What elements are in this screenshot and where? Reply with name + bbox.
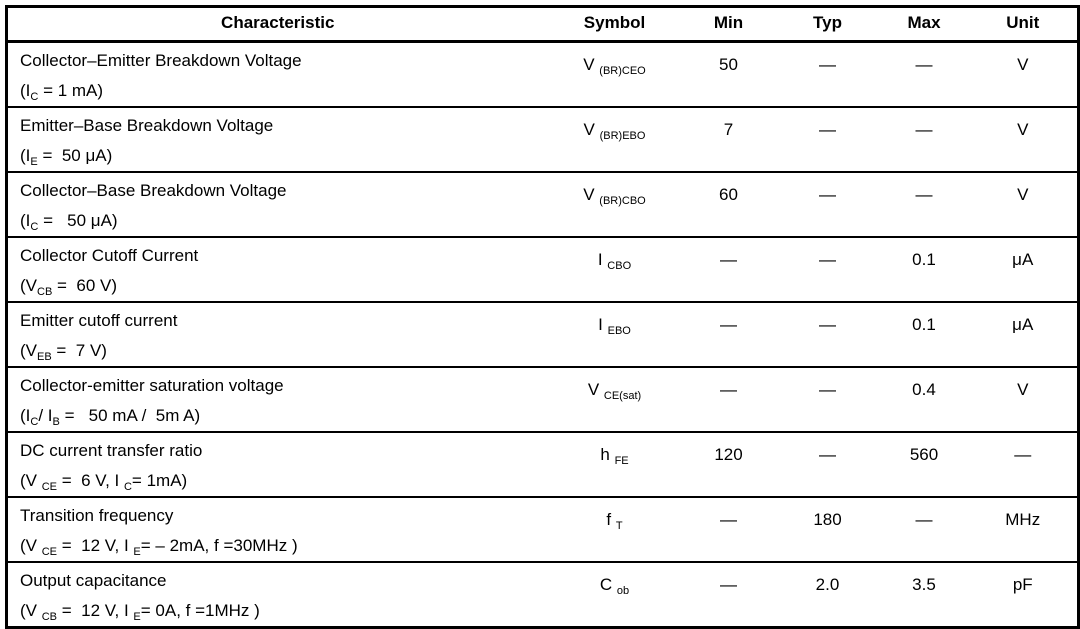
cell-symbol: h $_{FE}$	[548, 432, 682, 497]
cell-max: 0.1	[880, 237, 969, 302]
cell-typ: —	[776, 172, 880, 237]
characteristic-condition: (V $_{CE}$ = 6 V, I $_C$= 1mA)	[20, 471, 188, 493]
cell-max: —	[880, 107, 969, 172]
cell-max: —	[880, 497, 969, 562]
table-row	[7, 172, 1079, 237]
cell-typ: 180	[776, 497, 880, 562]
cell-symbol: I $_{CBO}$	[548, 237, 682, 302]
cell-typ: —	[776, 42, 880, 108]
cell-characteristic	[7, 107, 548, 172]
cell-unit: μA	[969, 237, 1079, 302]
column-header-min: Min	[682, 7, 776, 42]
cell-characteristic	[7, 367, 548, 432]
cell-max: 3.5	[880, 562, 969, 628]
cell-typ: —	[776, 367, 880, 432]
cell-unit: MHz	[969, 497, 1079, 562]
cell-characteristic	[7, 237, 548, 302]
cell-symbol: V $_{(BR)CBO}$	[548, 172, 682, 237]
cell-typ: —	[776, 432, 880, 497]
cell-unit: μA	[969, 302, 1079, 367]
cell-unit: V	[969, 107, 1079, 172]
characteristic-condition: ($I_C = 1$ mA)	[20, 81, 104, 103]
cell-max: —	[880, 42, 969, 108]
cell-min: 120	[682, 432, 776, 497]
characteristic-condition: (V $_{CE}$ = 12 V, I $_E$= – 2mA, f =30MHz )	[20, 536, 298, 558]
column-header-unit: Unit	[969, 7, 1079, 42]
cell-typ: —	[776, 107, 880, 172]
characteristic-title: Emitter cutoff current	[20, 311, 178, 330]
column-header-typ: Typ	[776, 7, 880, 42]
cell-symbol: V $_{(BR)CEO}$	[548, 42, 682, 108]
cell-min: —	[682, 562, 776, 628]
characteristic-title: Emitter–Base Breakdown Voltage	[20, 116, 274, 135]
table-row	[7, 107, 1079, 172]
cell-unit: V	[969, 367, 1079, 432]
characteristic-condition: ($I_C = 50$ μA)	[20, 211, 118, 233]
table-body	[7, 42, 1079, 628]
characteristic-condition: ($V_{EB} = 7$ V)	[20, 341, 107, 363]
table-header	[7, 7, 1079, 42]
cell-min: —	[682, 497, 776, 562]
cell-unit: V	[969, 42, 1079, 108]
characteristic-title: Transition frequency	[20, 506, 174, 525]
table-row	[7, 302, 1079, 367]
cell-symbol: f $_T$	[548, 497, 682, 562]
characteristic-title: Collector Cutoff Current	[20, 246, 199, 265]
cell-symbol: V $_{(BR)EBO}$	[548, 107, 682, 172]
characteristic-condition: ($I_C/$ $I_B = 50$ mA / 5m A)	[20, 406, 201, 428]
characteristic-title: Collector–Base Breakdown Voltage	[20, 181, 287, 200]
characteristic-condition: (V $_{CB}$ = 12 V, I $_E$= 0A, f =1MHz )	[20, 601, 260, 623]
cell-typ: —	[776, 302, 880, 367]
cell-max: —	[880, 172, 969, 237]
characteristics-table	[5, 5, 1080, 629]
cell-min: 50	[682, 42, 776, 108]
cell-min: —	[682, 237, 776, 302]
table-row	[7, 367, 1079, 432]
cell-unit: pF	[969, 562, 1079, 628]
cell-unit: V	[969, 172, 1079, 237]
cell-characteristic	[7, 432, 548, 497]
table-row	[7, 237, 1079, 302]
characteristic-title: Output capacitance	[20, 571, 167, 590]
cell-min: 60	[682, 172, 776, 237]
cell-min: 7	[682, 107, 776, 172]
table-row	[7, 42, 1079, 108]
cell-min: —	[682, 302, 776, 367]
cell-characteristic	[7, 42, 548, 108]
cell-typ: 2.0	[776, 562, 880, 628]
cell-symbol: V $_{CE(sat)}$	[548, 367, 682, 432]
characteristic-title: DC current transfer ratio	[20, 441, 203, 460]
column-header-characteristic: Characteristic	[7, 7, 548, 42]
cell-max: 560	[880, 432, 969, 497]
characteristic-condition: ($V_{CB} = 60$ V)	[20, 276, 118, 298]
cell-symbol: I $_{EBO}$	[548, 302, 682, 367]
characteristic-title: Collector-emitter saturation voltage	[20, 376, 284, 395]
column-header-max: Max	[880, 7, 969, 42]
cell-min: —	[682, 367, 776, 432]
characteristic-condition: ($I_E = 50$ μA)	[20, 146, 113, 168]
header-row	[7, 7, 1079, 42]
cell-max: 0.4	[880, 367, 969, 432]
table-row	[7, 497, 1079, 562]
cell-unit: —	[969, 432, 1079, 497]
table-row	[7, 432, 1079, 497]
cell-max: 0.1	[880, 302, 969, 367]
cell-typ: —	[776, 237, 880, 302]
cell-characteristic	[7, 302, 548, 367]
cell-symbol: C $_{ob}$	[548, 562, 682, 628]
cell-characteristic	[7, 172, 548, 237]
cell-characteristic	[7, 497, 548, 562]
column-header-symbol: Symbol	[548, 7, 682, 42]
characteristic-title: Collector–Emitter Breakdown Voltage	[20, 51, 302, 70]
datasheet-characteristics-section	[5, 5, 1077, 623]
